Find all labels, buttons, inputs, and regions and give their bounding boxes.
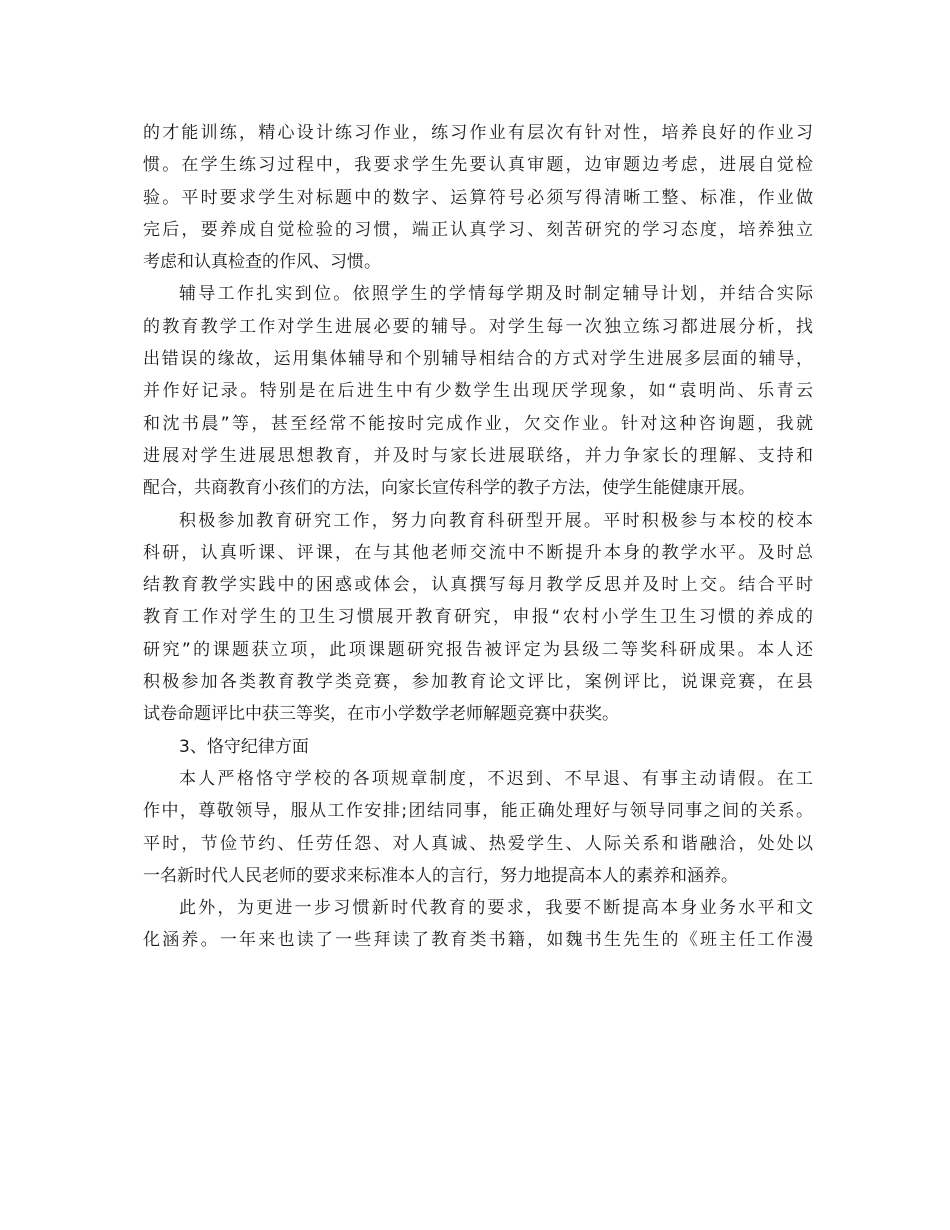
text-line: 完后，要养成自觉检验的习惯，端正认真学习、刻苦研究的学习态度，培养独立 xyxy=(143,219,813,240)
text-line: 惯。在学生练习过程中，我要求学生先要认真审题，边审题边考虑，进展自觉检 xyxy=(143,155,813,176)
text-line: 试卷命题评比中获三等奖，在市小学数学老师解题竞赛中获奖。 xyxy=(143,704,619,725)
text-line: 和沈书晨”等，甚至经常不能按时完成作业，欠交作业。针对这种咨询题，我就 xyxy=(143,413,813,434)
text-line: 平时，节俭节约、任劳任怨、对人真诚、热爱学生、人际关系和谐融洽，处处以 xyxy=(143,833,813,854)
text-line: 并作好记录。特别是在后进生中有少数学生出现厌学现象，如“袁明尚、乐青云 xyxy=(143,381,813,402)
text-line: 化涵养。一年来也读了一些拜读了教育类书籍，如魏书生先生的《班主任工作漫 xyxy=(143,930,813,951)
text-line: 考虑和认真检查的作风、习惯。 xyxy=(143,252,381,273)
text-line: 辅导工作扎实到位。依照学生的学情每学期及时制定辅导计划，并结合实际 xyxy=(179,284,813,305)
text-line: 积极参加各类教育教学类竞赛，参加教育论文评比，案例评比，说课竞赛，在县 xyxy=(143,672,813,693)
text-line: 配合，共商教育小孩们的方法，向家长宣传科学的教子方法，使学生能健康开展。 xyxy=(143,478,755,499)
document-body xyxy=(143,117,813,957)
text-line: 积极参加教育研究工作，努力向教育科研型开展。平时积极参与本校的校本 xyxy=(179,510,813,531)
text-line: 的教育教学工作对学生进展必要的辅导。对学生每一次独立练习都进展分析，找 xyxy=(143,316,813,337)
text-line: 本人严格恪守学校的各项规章制度，不迟到、不早退、有事主动请假。在工 xyxy=(179,768,813,789)
text-line: 出错误的缘故，运用集体辅导和个别辅导相结合的方式对学生进展多层面的辅导， xyxy=(143,349,813,370)
text-line: 教育工作对学生的卫生习惯展开教育研究，申报“农村小学生卫生习惯的养成的 xyxy=(143,607,813,628)
text-line: 进展对学生进展思想教育，并及时与家长进展联络，并力争家长的理解、支持和 xyxy=(143,445,813,466)
text-line: 3、恪守纪律方面 xyxy=(179,736,309,757)
text-line: 此外，为更进一步习惯新时代教育的要求，我要不断提高本身业务水平和文 xyxy=(179,898,813,919)
text-line: 验。平时要求学生对标题中的数字、运算符号必须写得清晰工整、标准，作业做 xyxy=(143,187,813,208)
text-line: 一名新时代人民老师的要求来标准本人的言行，努力地提高本人的素养和涵养。 xyxy=(143,865,738,886)
text-line: 结教育教学实践中的困惑或体会，认真撰写每月教学反思并及时上交。结合平时 xyxy=(143,575,813,596)
text-line: 作中，尊敬领导，服从工作安排;团结同事，能正确处理好与领导同事之间的关系。 xyxy=(143,801,813,822)
text-line: 科研，认真听课、评课，在与其他老师交流中不断提升本身的教学水平。及时总 xyxy=(143,542,813,563)
text-line: 的才能训练，精心设计练习作业，练习作业有层次有针对性，培养良好的作业习 xyxy=(143,123,813,143)
text-line: 研究”的课题获立项，此项课题研究报告被评定为县级二等奖科研成果。本人还 xyxy=(143,639,813,660)
